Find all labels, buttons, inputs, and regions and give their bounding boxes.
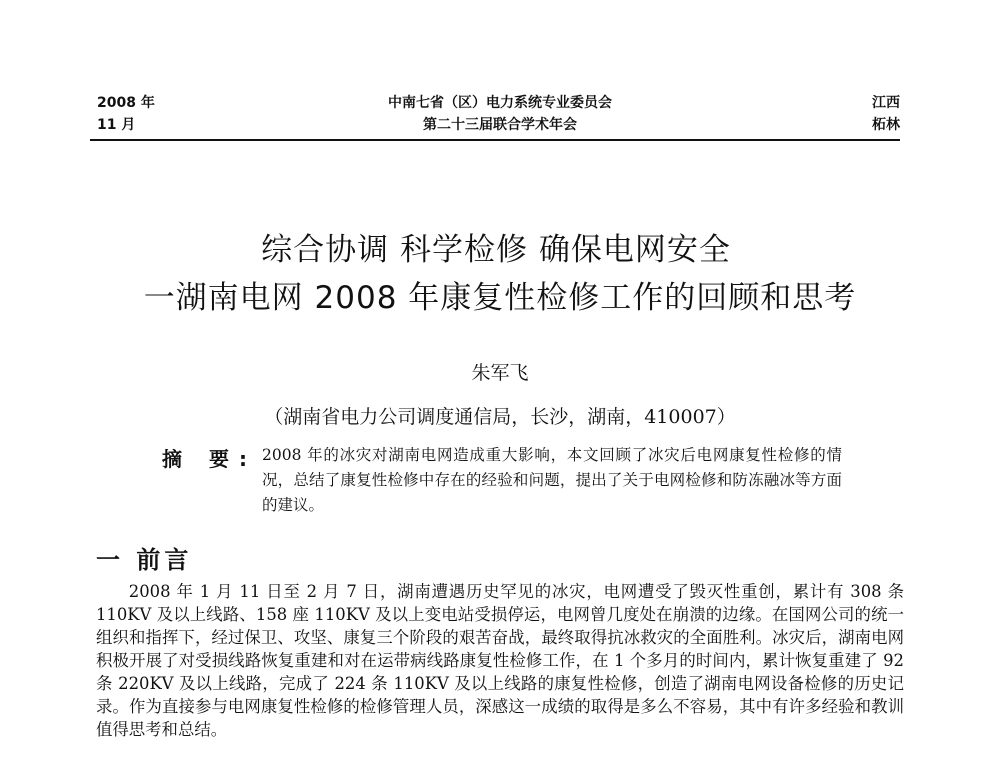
introduction-paragraph: 2008 年 1 月 11 日至 2 月 7 日，湖南遭遇历史罕见的冰灾，电网遭受了毁灭性重创，累计有 308 条 110KV 及以上线路、158 座 110KV 及以上变电站受损停运，电网曾几度处在崩溃的边缘。在国网公司的统一组织和指挥下，经过保卫、攻坚、康复三个阶段的艰苦奋战，最终取得抗冰救灾的全面胜利。冰灾后，湖南电网积极开展了对受损线路恢复重建和对在运带病线路康复性检修工作，在 1 个多月的时间内，累计恢复重建了 92 条 220KV 及以上线路，完成了 224 条 110KV 及以上线路的康复性检修，创造了湖南电网设备检修的历史记录。作为直接参与电网康复性检修的检修管理人员，深感这一成绩的取得是多么不容易，其中有许多经验和教训值得思考和总结。 xyxy=(96,582,904,739)
header-province: 江西 xyxy=(872,95,900,111)
header-location xyxy=(872,92,900,136)
author-affiliation: （湖南省电力公司调度通信局，长沙，湖南，410007） xyxy=(264,406,736,428)
abstract-label: 摘 要: xyxy=(162,447,257,471)
paper-title: 综合协调 科学检修 确保电网安全 xyxy=(261,232,731,268)
header-session: 第二十三届联合学术年会 xyxy=(423,117,577,133)
header-date xyxy=(97,92,155,136)
paper-subtitle: 一湖南电网 2008 年康复性检修工作的回顾和思考 xyxy=(143,280,857,316)
header-year: 2008 年 xyxy=(97,95,155,111)
header-committee: 中南七省（区）电力系统专业委员会 xyxy=(388,95,612,111)
header-month: 11 月 xyxy=(97,117,136,133)
abstract-text: 2008 年的冰灾对湖南电网造成重大影响，本文回顾了冰灾后电网康复性检修的情况，总结了康复性检修中存在的经验和问题，提出了关于电网检修和防冻融冰等方面的建议。 xyxy=(262,446,842,514)
header-town: 柘林 xyxy=(872,117,900,133)
section-heading-introduction: 一 前言 xyxy=(96,546,193,574)
header-conference xyxy=(300,92,700,136)
author-name: 朱军飞 xyxy=(471,362,529,384)
header-divider xyxy=(90,139,900,141)
